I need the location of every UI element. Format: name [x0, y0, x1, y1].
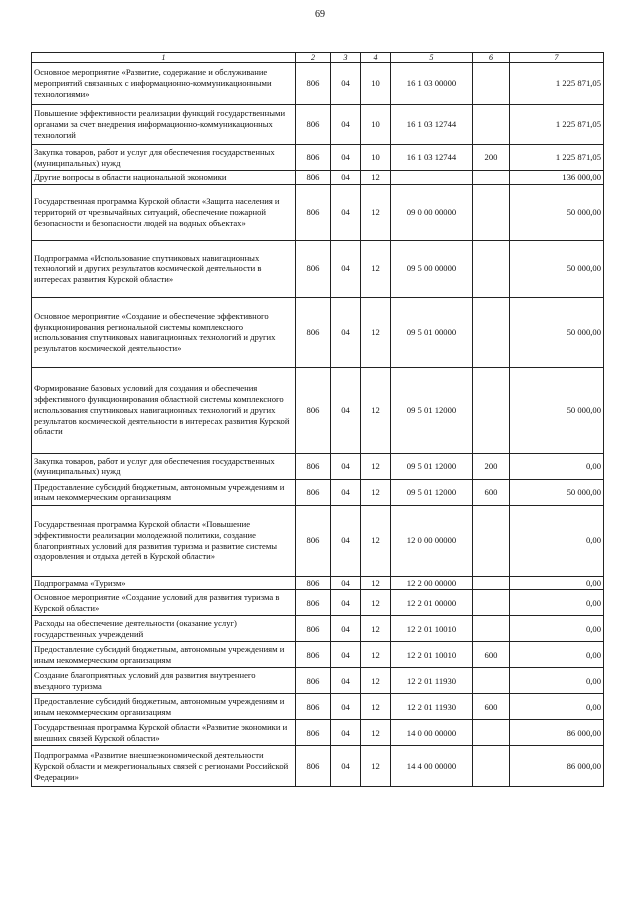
row-expense-type [473, 505, 510, 576]
row-subsection: 12 [361, 240, 391, 297]
row-grbs: 806 [296, 668, 331, 694]
row-amount: 50 000,00 [510, 184, 604, 240]
row-amount: 50 000,00 [510, 367, 604, 453]
row-grbs: 806 [296, 694, 331, 720]
row-target-article: 09 5 01 12000 [391, 453, 473, 479]
row-name: Повышение эффективности реализации функций государственными органами за счет внедрения информационно-коммуникационных технологий [32, 105, 296, 145]
table-row [32, 184, 604, 240]
row-grbs: 806 [296, 746, 331, 787]
row-target-article: 09 5 01 00000 [391, 297, 473, 367]
row-expense-type [473, 746, 510, 787]
table-row [32, 668, 604, 694]
row-name: Предоставление субсидий бюджетным, автономным учреждениям и иным некоммерческим организациям [32, 479, 296, 505]
row-section: 04 [331, 694, 361, 720]
row-expense-type: 600 [473, 642, 510, 668]
table-row [32, 616, 604, 642]
row-name: Основное мероприятие «Создание и обеспечение эффективного функционирования региональной системы комплексного использования спутниковых навигационных технологий и других результатов космической деятельности» [32, 297, 296, 367]
row-expense-type [473, 720, 510, 746]
table-row [32, 576, 604, 590]
row-subsection: 12 [361, 616, 391, 642]
row-grbs: 806 [296, 616, 331, 642]
table-body [32, 63, 604, 787]
row-amount: 1 225 871,05 [510, 105, 604, 145]
row-grbs: 806 [296, 576, 331, 590]
row-section: 04 [331, 590, 361, 616]
row-section: 04 [331, 145, 361, 171]
table-row [32, 297, 604, 367]
row-amount: 0,00 [510, 590, 604, 616]
table-row [32, 171, 604, 185]
budget-table [31, 52, 604, 787]
row-section: 04 [331, 297, 361, 367]
column-header: 1 [32, 53, 296, 63]
row-section: 04 [331, 367, 361, 453]
row-subsection: 12 [361, 576, 391, 590]
row-target-article: 12 2 01 10010 [391, 616, 473, 642]
row-grbs: 806 [296, 720, 331, 746]
table-row [32, 240, 604, 297]
row-amount: 1 225 871,05 [510, 63, 604, 105]
row-target-article: 12 0 00 00000 [391, 505, 473, 576]
row-expense-type [473, 668, 510, 694]
row-section: 04 [331, 453, 361, 479]
row-section: 04 [331, 171, 361, 185]
row-expense-type: 600 [473, 479, 510, 505]
table-row [32, 479, 604, 505]
row-amount: 0,00 [510, 576, 604, 590]
row-grbs: 806 [296, 479, 331, 505]
row-amount: 50 000,00 [510, 240, 604, 297]
table-row [32, 720, 604, 746]
row-name: Предоставление субсидий бюджетным, автономным учреждениям и иным некоммерческим организациям [32, 694, 296, 720]
row-subsection: 12 [361, 668, 391, 694]
row-grbs: 806 [296, 171, 331, 185]
row-grbs: 806 [296, 367, 331, 453]
row-section: 04 [331, 668, 361, 694]
row-target-article: 09 5 00 00000 [391, 240, 473, 297]
row-section: 04 [331, 642, 361, 668]
row-section: 04 [331, 720, 361, 746]
row-target-article: 12 2 00 00000 [391, 576, 473, 590]
row-expense-type: 200 [473, 453, 510, 479]
row-expense-type: 200 [473, 145, 510, 171]
row-grbs: 806 [296, 105, 331, 145]
row-expense-type [473, 576, 510, 590]
row-target-article: 16 1 03 12744 [391, 105, 473, 145]
row-section: 04 [331, 63, 361, 105]
table-row [32, 145, 604, 171]
row-subsection: 12 [361, 642, 391, 668]
row-section: 04 [331, 616, 361, 642]
row-expense-type [473, 297, 510, 367]
row-subsection: 12 [361, 746, 391, 787]
table-row [32, 453, 604, 479]
page-number: 69 [315, 9, 325, 20]
row-target-article: 09 5 01 12000 [391, 367, 473, 453]
row-subsection: 12 [361, 479, 391, 505]
row-expense-type: 600 [473, 694, 510, 720]
row-section: 04 [331, 746, 361, 787]
row-amount: 0,00 [510, 642, 604, 668]
column-header: 5 [391, 53, 473, 63]
row-section: 04 [331, 576, 361, 590]
row-section: 04 [331, 479, 361, 505]
row-section: 04 [331, 240, 361, 297]
row-name: Подпрограмма «Использование спутниковых навигационных технологий и других результатов космической деятельности в интересах развития Курской области» [32, 240, 296, 297]
row-name: Подпрограмма «Туризм» [32, 576, 296, 590]
column-header: 3 [331, 53, 361, 63]
row-name: Предоставление субсидий бюджетным, автономным учреждениям и иным некоммерческим организациям [32, 642, 296, 668]
row-target-article: 14 0 00 00000 [391, 720, 473, 746]
table-row [32, 367, 604, 453]
row-target-article: 14 4 00 00000 [391, 746, 473, 787]
row-subsection: 12 [361, 590, 391, 616]
row-grbs: 806 [296, 240, 331, 297]
row-amount: 136 000,00 [510, 171, 604, 185]
row-grbs: 806 [296, 145, 331, 171]
row-subsection: 10 [361, 63, 391, 105]
row-subsection: 10 [361, 145, 391, 171]
table-row [32, 590, 604, 616]
row-expense-type [473, 171, 510, 185]
row-expense-type [473, 616, 510, 642]
row-section: 04 [331, 505, 361, 576]
row-target-article: 09 0 00 00000 [391, 184, 473, 240]
row-amount: 86 000,00 [510, 720, 604, 746]
row-amount: 0,00 [510, 453, 604, 479]
table-row [32, 642, 604, 668]
row-name: Расходы на обеспечение деятельности (оказание услуг) государственных учреждений [32, 616, 296, 642]
row-name: Основное мероприятие «Развитие, содержание и обслуживание мероприятий связанных с информационно-коммуникационными технологиями» [32, 63, 296, 105]
row-target-article: 16 1 03 00000 [391, 63, 473, 105]
row-target-article: 12 2 01 11930 [391, 694, 473, 720]
row-name: Подпрограмма «Развитие внешнеэкономической деятельности Курской области и межрегиональных связей с регионами Российской Федерации» [32, 746, 296, 787]
table-row [32, 694, 604, 720]
row-target-article: 09 5 01 12000 [391, 479, 473, 505]
row-amount: 1 225 871,05 [510, 145, 604, 171]
row-target-article: 12 2 01 00000 [391, 590, 473, 616]
row-subsection: 10 [361, 105, 391, 145]
table-row [32, 105, 604, 145]
column-header: 7 [510, 53, 604, 63]
row-name: Формирование базовых условий для создания и обеспечения эффективного функционирования областной системы комплексного использования спутниковых навигационных технологий и других результатов космической деятельности в интересах развития Курской области [32, 367, 296, 453]
row-grbs: 806 [296, 642, 331, 668]
column-header: 4 [361, 53, 391, 63]
row-amount: 50 000,00 [510, 479, 604, 505]
row-expense-type [473, 105, 510, 145]
row-name: Создание благоприятных условий для развития внутреннего въездного туризма [32, 668, 296, 694]
row-grbs: 806 [296, 590, 331, 616]
table-row [32, 63, 604, 105]
row-amount: 0,00 [510, 694, 604, 720]
row-name: Другие вопросы в области национальной экономики [32, 171, 296, 185]
row-target-article: 12 2 01 10010 [391, 642, 473, 668]
row-name: Закупка товаров, работ и услуг для обеспечения государственных (муниципальных) нужд [32, 145, 296, 171]
row-expense-type [473, 240, 510, 297]
table-row [32, 505, 604, 576]
row-subsection: 12 [361, 694, 391, 720]
row-amount: 0,00 [510, 616, 604, 642]
row-amount: 50 000,00 [510, 297, 604, 367]
header-row [32, 53, 604, 63]
column-header: 6 [473, 53, 510, 63]
row-expense-type [473, 63, 510, 105]
row-subsection: 12 [361, 367, 391, 453]
row-grbs: 806 [296, 453, 331, 479]
row-grbs: 806 [296, 63, 331, 105]
row-name: Государственная программа Курской области «Повышение эффективности реализации молодежной политики, создание благоприятных условий для развития туризма и развитие системы оздоровления и отдыха детей в Курской области» [32, 505, 296, 576]
row-subsection: 12 [361, 505, 391, 576]
row-name: Государственная программа Курской области «Развитие экономики и внешних связей Курской области» [32, 720, 296, 746]
row-subsection: 12 [361, 720, 391, 746]
row-grbs: 806 [296, 184, 331, 240]
row-expense-type [473, 367, 510, 453]
row-subsection: 12 [361, 453, 391, 479]
row-section: 04 [331, 105, 361, 145]
row-target-article: 12 2 01 11930 [391, 668, 473, 694]
table-row [32, 746, 604, 787]
row-name: Основное мероприятие «Создание условий для развития туризма в Курской области» [32, 590, 296, 616]
row-grbs: 806 [296, 297, 331, 367]
row-subsection: 12 [361, 297, 391, 367]
row-expense-type [473, 590, 510, 616]
row-subsection: 12 [361, 171, 391, 185]
row-target-article [391, 171, 473, 185]
row-target-article: 16 1 03 12744 [391, 145, 473, 171]
row-amount: 0,00 [510, 505, 604, 576]
row-name: Государственная программа Курской области «Защита населения и территорий от чрезвычайных ситуаций, обеспечение пожарной безопасности и безопасности людей на водных объектах» [32, 184, 296, 240]
row-amount: 0,00 [510, 668, 604, 694]
row-section: 04 [331, 184, 361, 240]
row-grbs: 806 [296, 505, 331, 576]
row-name: Закупка товаров, работ и услуг для обеспечения государственных (муниципальных) нужд [32, 453, 296, 479]
row-amount: 86 000,00 [510, 746, 604, 787]
row-subsection: 12 [361, 184, 391, 240]
row-expense-type [473, 184, 510, 240]
column-header: 2 [296, 53, 331, 63]
